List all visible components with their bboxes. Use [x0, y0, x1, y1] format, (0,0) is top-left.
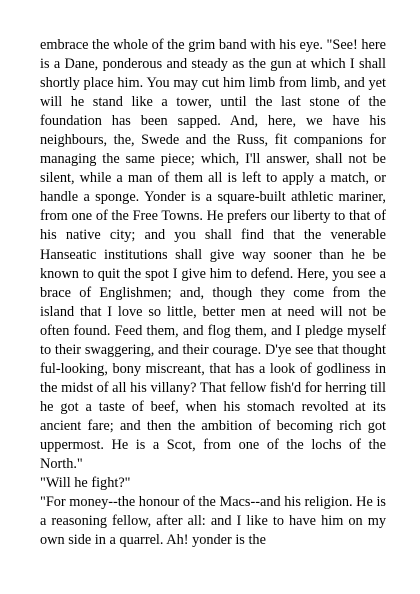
book-page	[40, 36, 386, 550]
paragraph-for-money: "For money--the honour of the Macs--and his religion. He is a reasoning fellow, after all: and I like to have him on my own side in a quarrel. Ah! yonder is the	[40, 494, 386, 549]
paragraph-will-he-fight: "Will he fight?"	[40, 475, 131, 492]
paragraph-dane-description: embrace the whole of the grim band with his eye. "See! here is a Dane, ponderous and steady as the gun at which I shall shortly place him. You may cut him limb from limb, and yet will he stand like a tower, until the last stone of the foundation has been sapped. And, here, we have his neighbours, the, Swede and the Russ, fit companions for managing the same piece; which, I'll answer, shall not be silent, while a man of them all is left to apply a match, or handle a sponge. Yonder is a square-built athletic mariner, from one of the Free Towns. He prefers our liberty to that of his native city; and you shall find that the venerable Hanseatic institutions shall give way sooner than he be known to quit the spot I give him to defend. Here, you see a brace of Englishmen; and, though they come from the island that I love so little, better men at need will not be often found. Feed them, and flog them, and I pledge myself to their swaggering, and their courage. D'ye see that thought ful-looking, bony miscreant, that has a look of godliness in the midst of all his villany? That fellow fish'd for herring till he got a taste of beef, when his stomach revolted at its ancient fare; and then the ambition of becoming rich got uppermost. He is a Scot, from one of the lochs of the North."	[40, 37, 386, 473]
